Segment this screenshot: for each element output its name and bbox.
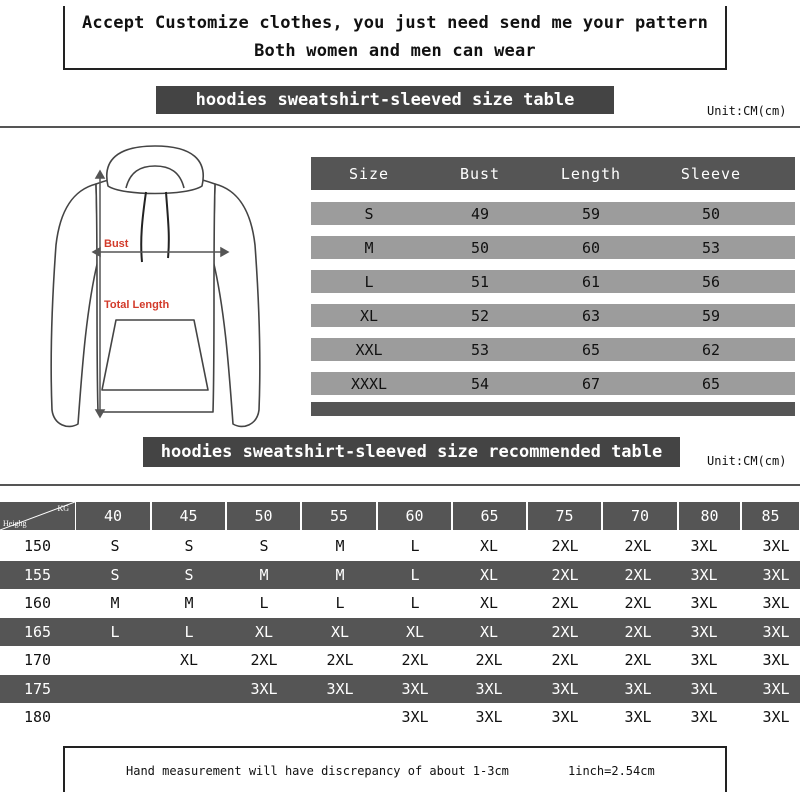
size-cell: 3XL xyxy=(690,622,718,641)
divider xyxy=(0,126,800,128)
size-table-row xyxy=(311,236,795,259)
size-cell: M xyxy=(259,565,269,584)
size-cell: 3XL xyxy=(762,622,790,641)
weight-header: 45 xyxy=(152,502,225,530)
size-cell: 3XL xyxy=(551,708,579,726)
size-cell xyxy=(85,646,145,674)
size-table-cell: 50 xyxy=(470,238,490,257)
size-cell: S xyxy=(259,537,269,555)
col-sleeve: Sleeve xyxy=(680,164,742,183)
size-cell: XL xyxy=(479,537,499,555)
size-cell xyxy=(159,703,219,731)
footer-box xyxy=(63,746,727,792)
size-cell: XL xyxy=(479,565,499,584)
size-cell: M xyxy=(110,594,120,612)
height-cell: 180 xyxy=(23,708,52,726)
size-table-cell: 56 xyxy=(701,272,721,291)
size-table-cell: 52 xyxy=(470,306,490,325)
size-cell xyxy=(310,703,370,731)
size-cell: 3XL xyxy=(475,708,503,726)
size-cell: XL xyxy=(405,622,425,641)
size-cell: XL xyxy=(479,622,499,641)
footer-note: Hand measurement will have discrepancy of about 1-3cm xyxy=(126,764,509,778)
table-row xyxy=(0,532,800,560)
size-cell: 3XL xyxy=(690,537,718,555)
size-cell: 3XL xyxy=(475,679,503,698)
bust-label: Bust xyxy=(104,238,129,250)
size-cell: 3XL xyxy=(401,679,429,698)
size-table-cell: 61 xyxy=(581,272,601,291)
size-cell: 2XL xyxy=(624,651,652,669)
weight-header: 75 xyxy=(528,502,601,530)
height-cell: 175 xyxy=(23,679,52,698)
size-table-cell: 49 xyxy=(470,204,490,223)
size-cell: L xyxy=(410,565,420,584)
size-cell: M xyxy=(335,537,345,555)
size-cell: S xyxy=(110,537,120,555)
size-table-row xyxy=(311,202,795,225)
size-cell: 3XL xyxy=(762,651,790,669)
size-cell: M xyxy=(184,594,194,612)
size-table-title: hoodies sweatshirt-sleeved size table xyxy=(156,86,614,114)
table-row xyxy=(0,618,800,646)
size-cell: L xyxy=(410,537,420,555)
size-cell: 2XL xyxy=(551,622,579,641)
height-cell: 155 xyxy=(23,565,52,584)
size-cell: 2XL xyxy=(401,651,429,669)
size-cell: 3XL xyxy=(690,708,718,726)
size-cell: M xyxy=(335,565,345,584)
size-cell xyxy=(159,675,219,703)
size-cell: 3XL xyxy=(624,679,652,698)
size-table-cell: 62 xyxy=(701,340,721,359)
size-cell: 3XL xyxy=(762,594,790,612)
size-table-row xyxy=(311,270,795,293)
size-cell: 2XL xyxy=(624,622,652,641)
size-table-cell: 60 xyxy=(581,238,601,257)
col-bust: Bust xyxy=(459,164,501,183)
size-table-cell: 54 xyxy=(470,374,490,393)
weight-header: 65 xyxy=(453,502,526,530)
size-table-cell: 65 xyxy=(581,340,601,359)
size-table-row xyxy=(311,304,795,327)
size-cell: L xyxy=(184,622,194,641)
hoodie-diagram xyxy=(38,140,273,432)
size-cell: 3XL xyxy=(762,537,790,555)
corner-kg: KG xyxy=(57,504,69,513)
size-cell: 2XL xyxy=(551,594,579,612)
size-cell: 3XL xyxy=(762,708,790,726)
corner-height: Heighg xyxy=(3,519,27,528)
size-cell: 3XL xyxy=(690,651,718,669)
size-table-cell: 59 xyxy=(701,306,721,325)
size-table-cell: XL xyxy=(359,306,379,325)
size-cell: S xyxy=(184,565,194,584)
table-row xyxy=(0,675,800,703)
weight-header: 80 xyxy=(679,502,740,530)
size-cell: XL xyxy=(254,622,274,641)
recommend-table xyxy=(0,502,800,730)
size-table-cell: 53 xyxy=(470,340,490,359)
size-cell: 3XL xyxy=(690,594,718,612)
table-corner-cell xyxy=(0,502,75,530)
size-table-cell: XXXL xyxy=(350,374,388,393)
size-cell: 3XL xyxy=(624,708,652,726)
size-cell: 2XL xyxy=(551,565,579,584)
recommend-table-unit: Unit:CM(cm) xyxy=(707,454,787,468)
size-table-cell: 63 xyxy=(581,306,601,325)
table-row xyxy=(0,703,800,731)
size-cell: 3XL xyxy=(690,565,718,584)
table-row xyxy=(0,646,800,674)
table-row xyxy=(0,589,800,617)
size-table-cell: 59 xyxy=(581,204,601,223)
size-table-cell: L xyxy=(364,272,374,291)
size-cell: S xyxy=(184,537,194,555)
size-cell: 3XL xyxy=(690,679,718,698)
size-cell: L xyxy=(410,594,420,612)
size-table-cell: S xyxy=(364,204,374,223)
table-row xyxy=(0,561,800,589)
size-cell: XL xyxy=(479,594,499,612)
size-cell: 2XL xyxy=(326,651,354,669)
size-table-cell: 65 xyxy=(701,374,721,393)
size-cell: S xyxy=(110,565,120,584)
size-cell: 3XL xyxy=(250,679,278,698)
weight-header: 50 xyxy=(227,502,300,530)
size-cell: 2XL xyxy=(624,565,652,584)
size-table-cell: 53 xyxy=(701,238,721,257)
weight-header: 85 xyxy=(742,502,799,530)
header-box xyxy=(63,6,727,70)
size-table-footer-bar xyxy=(311,402,795,416)
size-cell: L xyxy=(259,594,269,612)
size-table-cell: 51 xyxy=(470,272,490,291)
size-cell: 2XL xyxy=(551,651,579,669)
size-table-unit: Unit:CM(cm) xyxy=(707,104,787,118)
size-table-cell: 50 xyxy=(701,204,721,223)
size-cell: 3XL xyxy=(762,565,790,584)
header-line-2: Both women and men can wear xyxy=(254,41,536,61)
weight-header: 55 xyxy=(302,502,376,530)
size-table-cell: XXL xyxy=(355,340,383,359)
weight-header: 70 xyxy=(603,502,677,530)
size-cell: 2XL xyxy=(624,594,652,612)
size-cell xyxy=(234,703,294,731)
size-cell: 3XL xyxy=(401,708,429,726)
size-cell: 2XL xyxy=(551,537,579,555)
header-line-1: Accept Customize clothes, you just need send me your pattern xyxy=(81,13,709,33)
size-cell: 2XL xyxy=(250,651,278,669)
col-size: Size xyxy=(348,164,390,183)
size-table-cell: 67 xyxy=(581,374,601,393)
height-cell: 150 xyxy=(23,537,52,555)
size-cell: 2XL xyxy=(624,537,652,555)
size-cell: 3XL xyxy=(762,679,790,698)
size-cell: L xyxy=(110,622,120,641)
weight-header: 40 xyxy=(76,502,150,530)
size-cell: XL xyxy=(179,651,199,669)
size-cell: 2XL xyxy=(475,651,503,669)
size-table-header xyxy=(311,157,795,190)
recommend-table-title: hoodies sweatshirt-sleeved size recommended table xyxy=(143,437,680,467)
height-cell: 170 xyxy=(23,651,52,669)
size-table-row xyxy=(311,338,795,361)
col-length: Length xyxy=(560,164,622,183)
divider xyxy=(0,484,800,486)
size-cell xyxy=(85,703,145,731)
size-cell: 3XL xyxy=(326,679,354,698)
size-table-cell: M xyxy=(364,238,374,257)
weight-header: 60 xyxy=(378,502,451,530)
height-cell: 160 xyxy=(23,594,52,612)
footer-conversion: 1inch=2.54cm xyxy=(568,764,655,778)
size-cell: 3XL xyxy=(551,679,579,698)
size-cell xyxy=(85,675,145,703)
total-length-label: Total Length xyxy=(104,299,170,311)
size-cell: L xyxy=(335,594,345,612)
height-cell: 165 xyxy=(23,622,52,641)
size-table-row xyxy=(311,372,795,395)
size-cell: XL xyxy=(330,622,350,641)
